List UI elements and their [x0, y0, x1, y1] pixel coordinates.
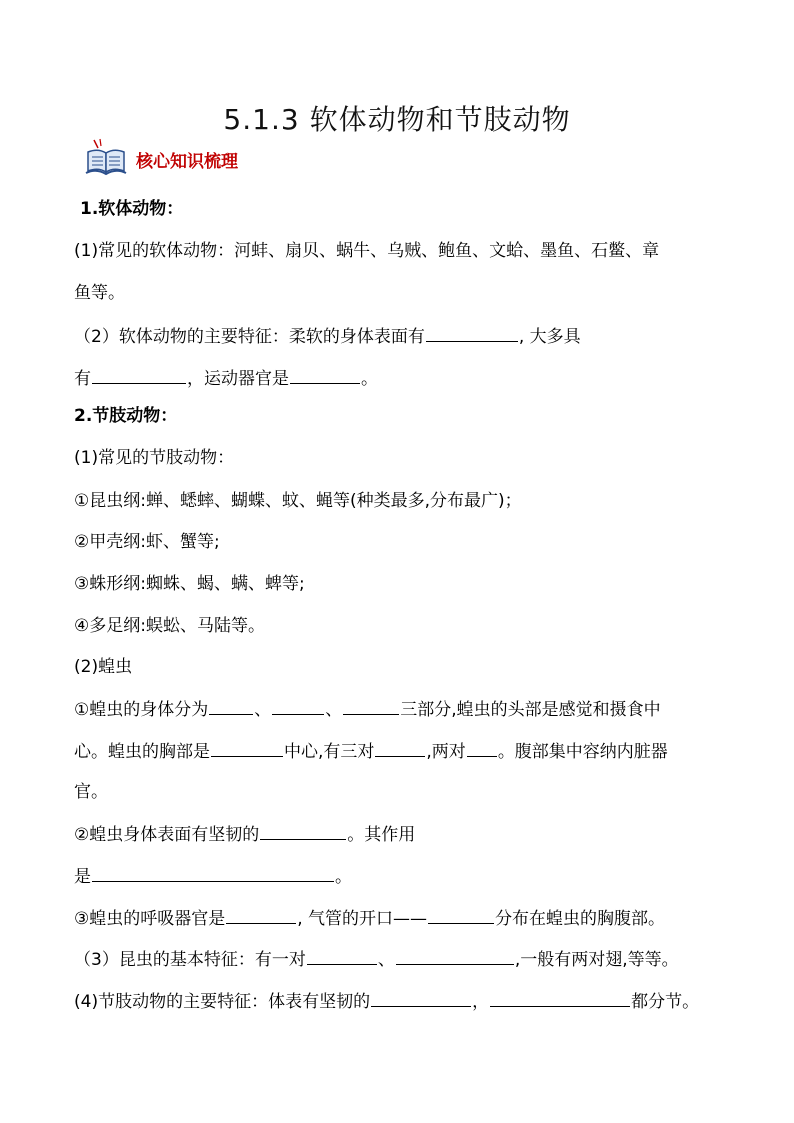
answer-blank-outer-skeleton[interactable]: [371, 989, 471, 1007]
text: , 气管的开口——: [297, 909, 428, 929]
text: 三部分,蝗虫的头部是感觉和摄食中: [400, 700, 661, 720]
text: 、: [254, 700, 272, 720]
answer-blank-legs[interactable]: [375, 739, 425, 757]
answer-blank-shell[interactable]: [92, 366, 186, 384]
text: ,一般有两对翅,等等。: [514, 950, 679, 970]
mollusk-features-line2: [74, 366, 378, 390]
answer-blank-thorax[interactable]: [272, 697, 324, 715]
answer-blank-antennae[interactable]: [307, 947, 377, 965]
text: ，运动器官是: [187, 369, 289, 389]
text: （2）软体动物的主要特征：柔软的身体表面有: [74, 327, 425, 347]
book-icon: [84, 138, 128, 176]
arthropod-features-line: [74, 989, 699, 1013]
text: ，: [472, 992, 490, 1012]
locust-body-line2: [74, 739, 668, 763]
answer-blank-mantle[interactable]: [426, 324, 518, 342]
answer-blank-trachea[interactable]: [226, 906, 296, 924]
answer-blank-wings[interactable]: [467, 739, 497, 757]
text: (4)节肢动物的主要特征：体表有坚韧的: [74, 992, 371, 1012]
text: 。: [361, 369, 378, 389]
arthropod-examples-intro: (1)常见的节肢动物：: [74, 448, 235, 468]
text: , 大多具: [518, 327, 581, 347]
exoskeleton-line1: [74, 822, 415, 846]
locust-body-line3: 官。: [74, 782, 108, 802]
locust-heading: (2)蝗虫: [74, 657, 133, 677]
respiration-line: [74, 906, 665, 930]
mollusk-features-line1: [74, 324, 581, 348]
arachnida-line: ③蛛形纲:蜘蛛、蝎、螨、蜱等;: [74, 574, 305, 594]
mollusk-examples-line2: 鱼等。: [74, 283, 125, 303]
myriapoda-line: ④多足纲:蜈蚣、马陆等。: [74, 616, 265, 636]
answer-blank-three-pairs-legs[interactable]: [396, 947, 514, 965]
section-title: 核心知识梳理: [136, 152, 238, 172]
mollusk-examples-line1: (1)常见的软体动物：河蚌、扇贝、蜗牛、乌贼、鲍鱼、文蛤、墨鱼、石鳖、章: [74, 241, 660, 261]
text: 、: [325, 700, 343, 720]
text: 。其作用: [347, 825, 416, 845]
text: 、: [377, 950, 395, 970]
text: （3）昆虫的基本特征：有一对: [74, 950, 306, 970]
answer-blank-spiracles[interactable]: [428, 906, 494, 924]
text: 中心,有三对: [284, 742, 375, 762]
answer-blank-body-and-appendages[interactable]: [490, 989, 630, 1007]
text: 有: [74, 369, 91, 389]
exoskeleton-line2: [74, 864, 352, 888]
text: 是: [74, 867, 91, 887]
text: ,两对: [426, 742, 466, 762]
answer-blank-exoskeleton[interactable]: [260, 822, 346, 840]
insecta-line: ①昆虫纲:蝉、蟋蟀、蝴蝶、蚊、蝇等(种类最多,分布最广)；: [74, 491, 522, 511]
text: 。: [335, 867, 352, 887]
insect-features-line: [74, 947, 679, 971]
crustacea-line: ②甲壳纲:虾、蟹等;: [74, 532, 220, 552]
text: 。腹部集中容纳内脏器: [497, 742, 668, 762]
answer-blank-foot[interactable]: [290, 366, 360, 384]
text: 分布在蝗虫的胸腹部。: [495, 909, 666, 929]
text: ②蝗虫身体表面有坚韧的: [74, 825, 260, 845]
answer-blank-exoskeleton-function[interactable]: [92, 864, 334, 882]
text: ①蝗虫的身体分为: [74, 700, 209, 720]
text: 都分节。: [631, 992, 700, 1012]
page-title: 5.1.3 软体动物和节肢动物: [223, 103, 571, 136]
answer-blank-abdomen[interactable]: [343, 697, 399, 715]
heading-mollusks: 1.软体动物：: [80, 199, 184, 219]
heading-arthropods: 2.节肢动物：: [74, 406, 178, 426]
text: 心。蝗虫的胸部是: [74, 742, 210, 762]
answer-blank-head[interactable]: [209, 697, 253, 715]
locust-body-line1: [74, 697, 661, 721]
text: ③蝗虫的呼吸器官是: [74, 909, 226, 929]
answer-blank-movement[interactable]: [211, 739, 283, 757]
